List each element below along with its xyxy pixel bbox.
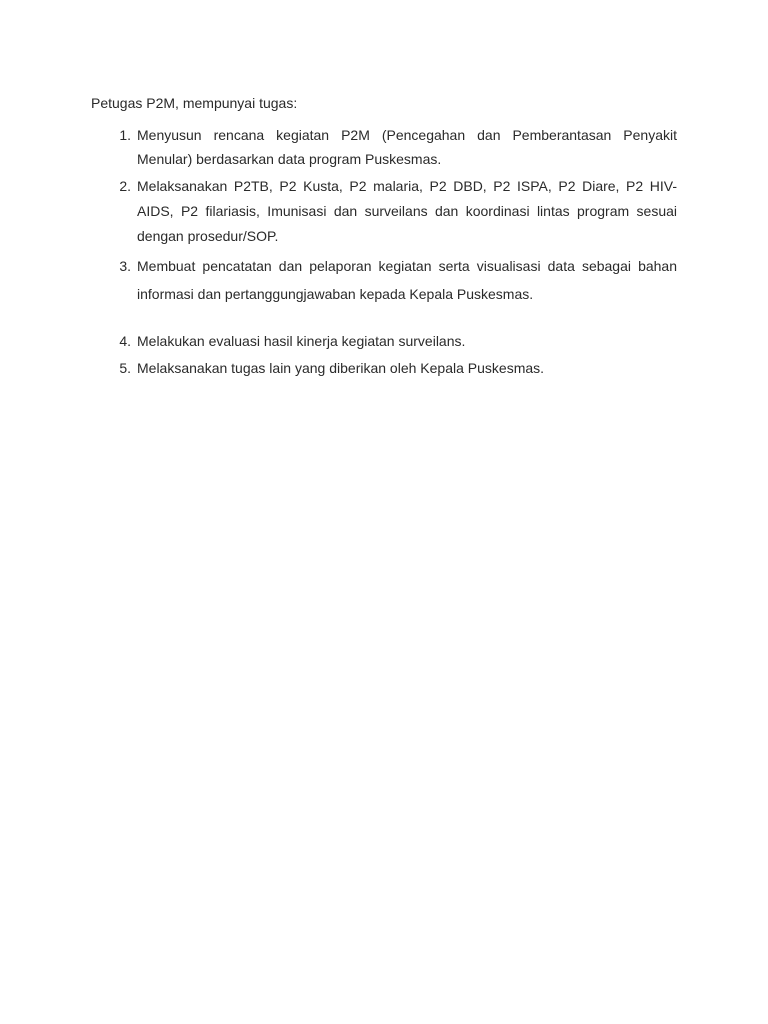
- list-item-number: 4.: [119, 333, 131, 349]
- list-item-number: 5.: [119, 360, 131, 376]
- list-item-number: 3.: [119, 258, 131, 274]
- intro-text: Petugas P2M, mempunyai tugas:: [91, 95, 298, 111]
- list-item-text: Melakukan evaluasi hasil kinerja kegiatan surveilans.: [137, 333, 466, 349]
- list-item-number: 1.: [119, 127, 131, 143]
- list-item-text: Menyusun rencana kegiatan P2M (Pencegahan dan Pemberantasan Penyakit Menular) berdasarkan data program Puskesmas.: [137, 127, 677, 167]
- list-item-text: Melaksanakan P2TB, P2 Kusta, P2 malaria, P2 DBD, P2 ISPA, P2 Diare, P2 HIV-AIDS, P2 filariasis, Imunisasi dan surveilans dan koordinasi lintas program sesuai dengan prosedur/SOP.: [137, 178, 677, 244]
- list-item-text: Membuat pencatatan dan pelaporan kegiatan serta visualisasi data sebagai bahan informasi dan pertanggungjawaban kepada Kepala Puskesmas.: [137, 258, 677, 302]
- list-item-number: 2.: [119, 178, 131, 194]
- list-item-text: Melaksanakan tugas lain yang diberikan oleh Kepala Puskesmas.: [137, 360, 545, 376]
